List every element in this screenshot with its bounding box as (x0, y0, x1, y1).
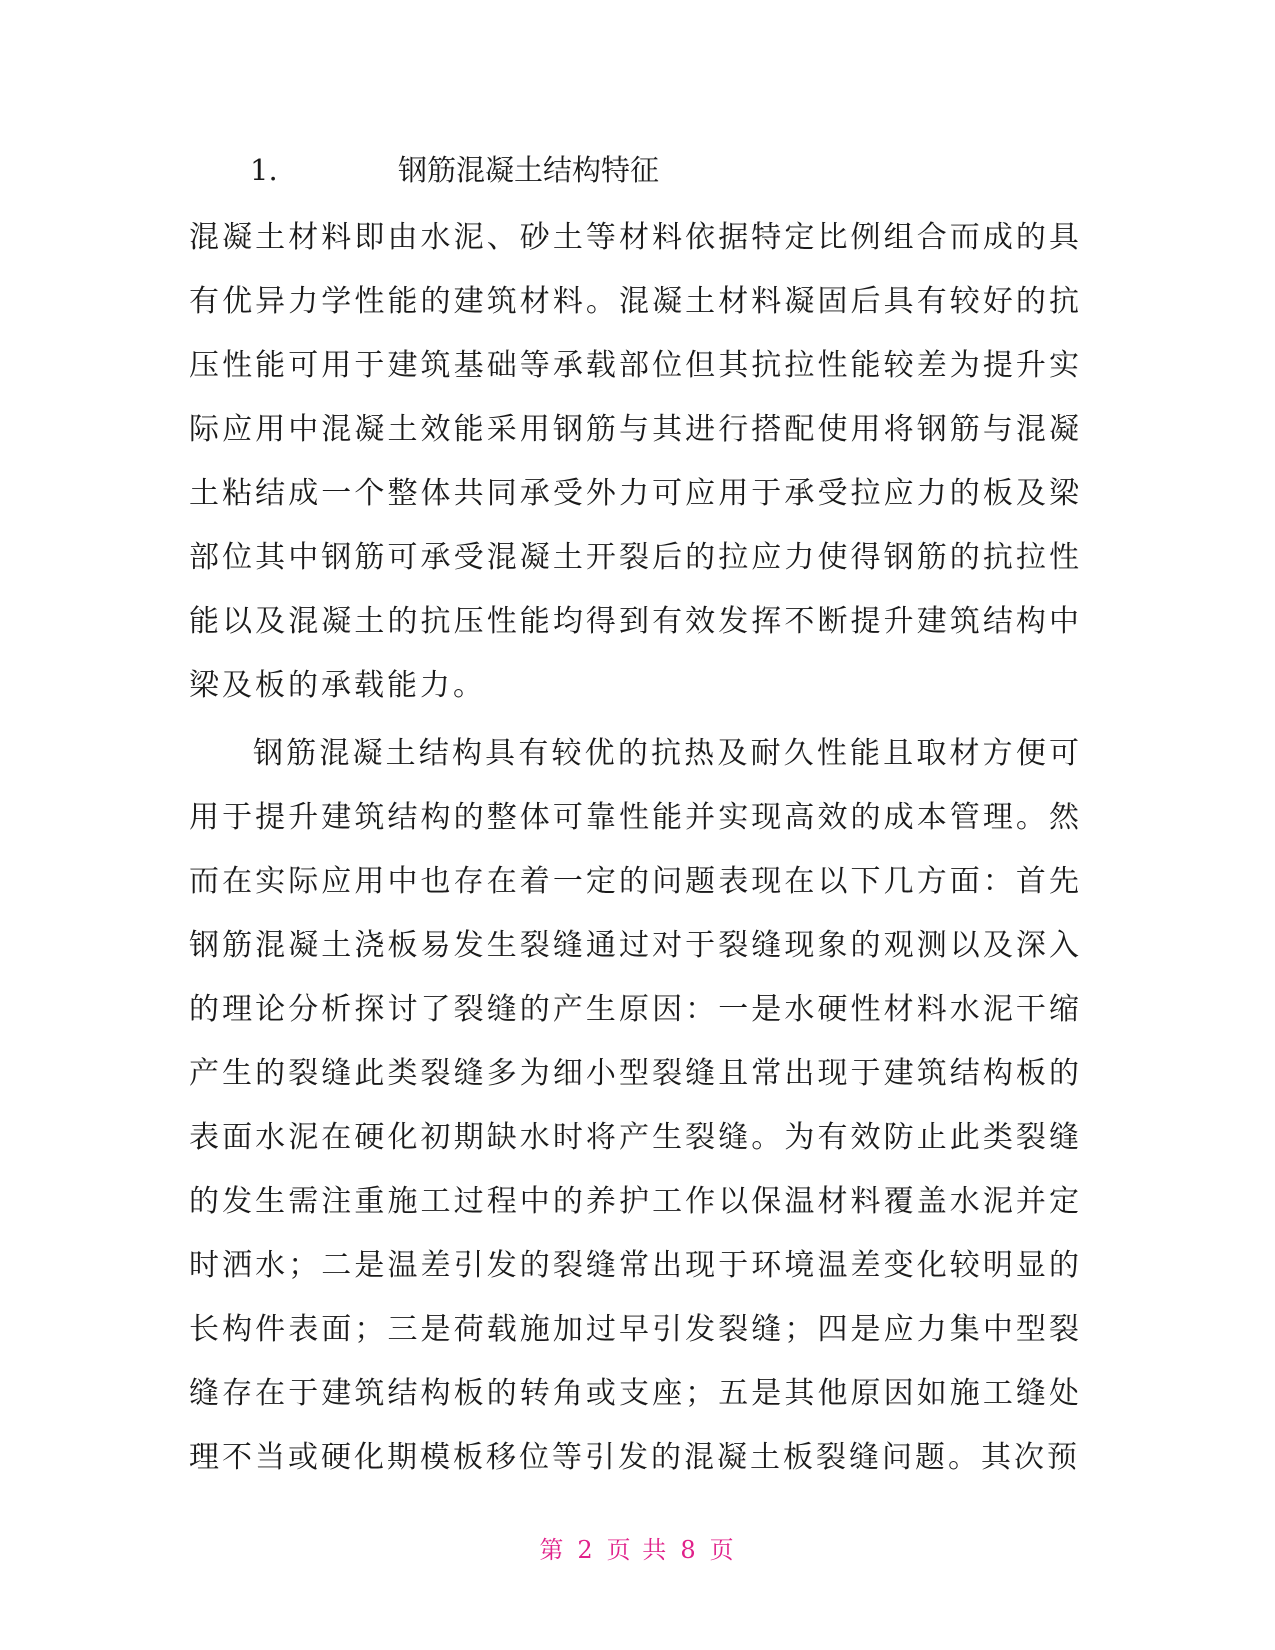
section-title: 钢筋混凝土结构特征 (398, 153, 660, 187)
footer-suffix: 页 (709, 1536, 736, 1564)
paragraph-2: 钢筋混凝土结构具有较优的抗热及耐久性能且取材方便可用于提升建筑结构的整体可靠性能并实现高效的成本管理。然而在实际应用中也存在着一定的问题表现在以下几方面：首先钢筋混凝土浇板易发生裂缝通过对于裂缝现象的观测以及深入的理论分析探讨了裂缝的产生原因：一是水硬性材料水泥干缩产生的裂缝此类裂缝多为细小型裂缝且常出现于建筑结构板的表面水泥在硬化初期缺水时将产生裂缝。为有效防止此类裂缝的发生需注重施工过程中的养护工作以保温材料覆盖水泥并定时洒水；二是温差引发的裂缝常出现于环境温差变化较明显的长构件表面；三是荷载施加过早引发裂缝；四是应力集中型裂缝存在于建筑结构板的转角或支座；五是其他原因如施工缝处理不当或硬化期模板移位等引发的混凝土板裂缝问题。其次预 (189, 736, 1082, 1475)
paragraph-1: 混凝土材料即由水泥、砂土等材料依据特定比例组合而成的具有优异力学性能的建筑材料。混凝土材料凝固后具有较好的抗压性能可用于建筑基础等承载部位但其抗拉性能较差为提升实际应用中混凝土效能采用钢筋与其进行搭配使用将钢筋与混凝土粘结成一个整体共同承受外力可应用于承受拉应力的板及梁部位其中钢筋可承受混凝土开裂后的拉应力使得钢筋的抗拉性能以及混凝土的抗压性能均得到有效发挥不断提升建筑结构中梁及板的承载能力。 (189, 220, 1082, 703)
section-number: 1. (250, 153, 278, 187)
footer-total-pages: 8 (680, 1536, 698, 1564)
footer-prefix: 第 (539, 1536, 566, 1564)
footer-page-number: 2 (577, 1536, 595, 1564)
footer-middle: 页 共 (606, 1536, 669, 1564)
section-heading (250, 148, 659, 192)
page-footer (0, 1530, 1275, 1565)
